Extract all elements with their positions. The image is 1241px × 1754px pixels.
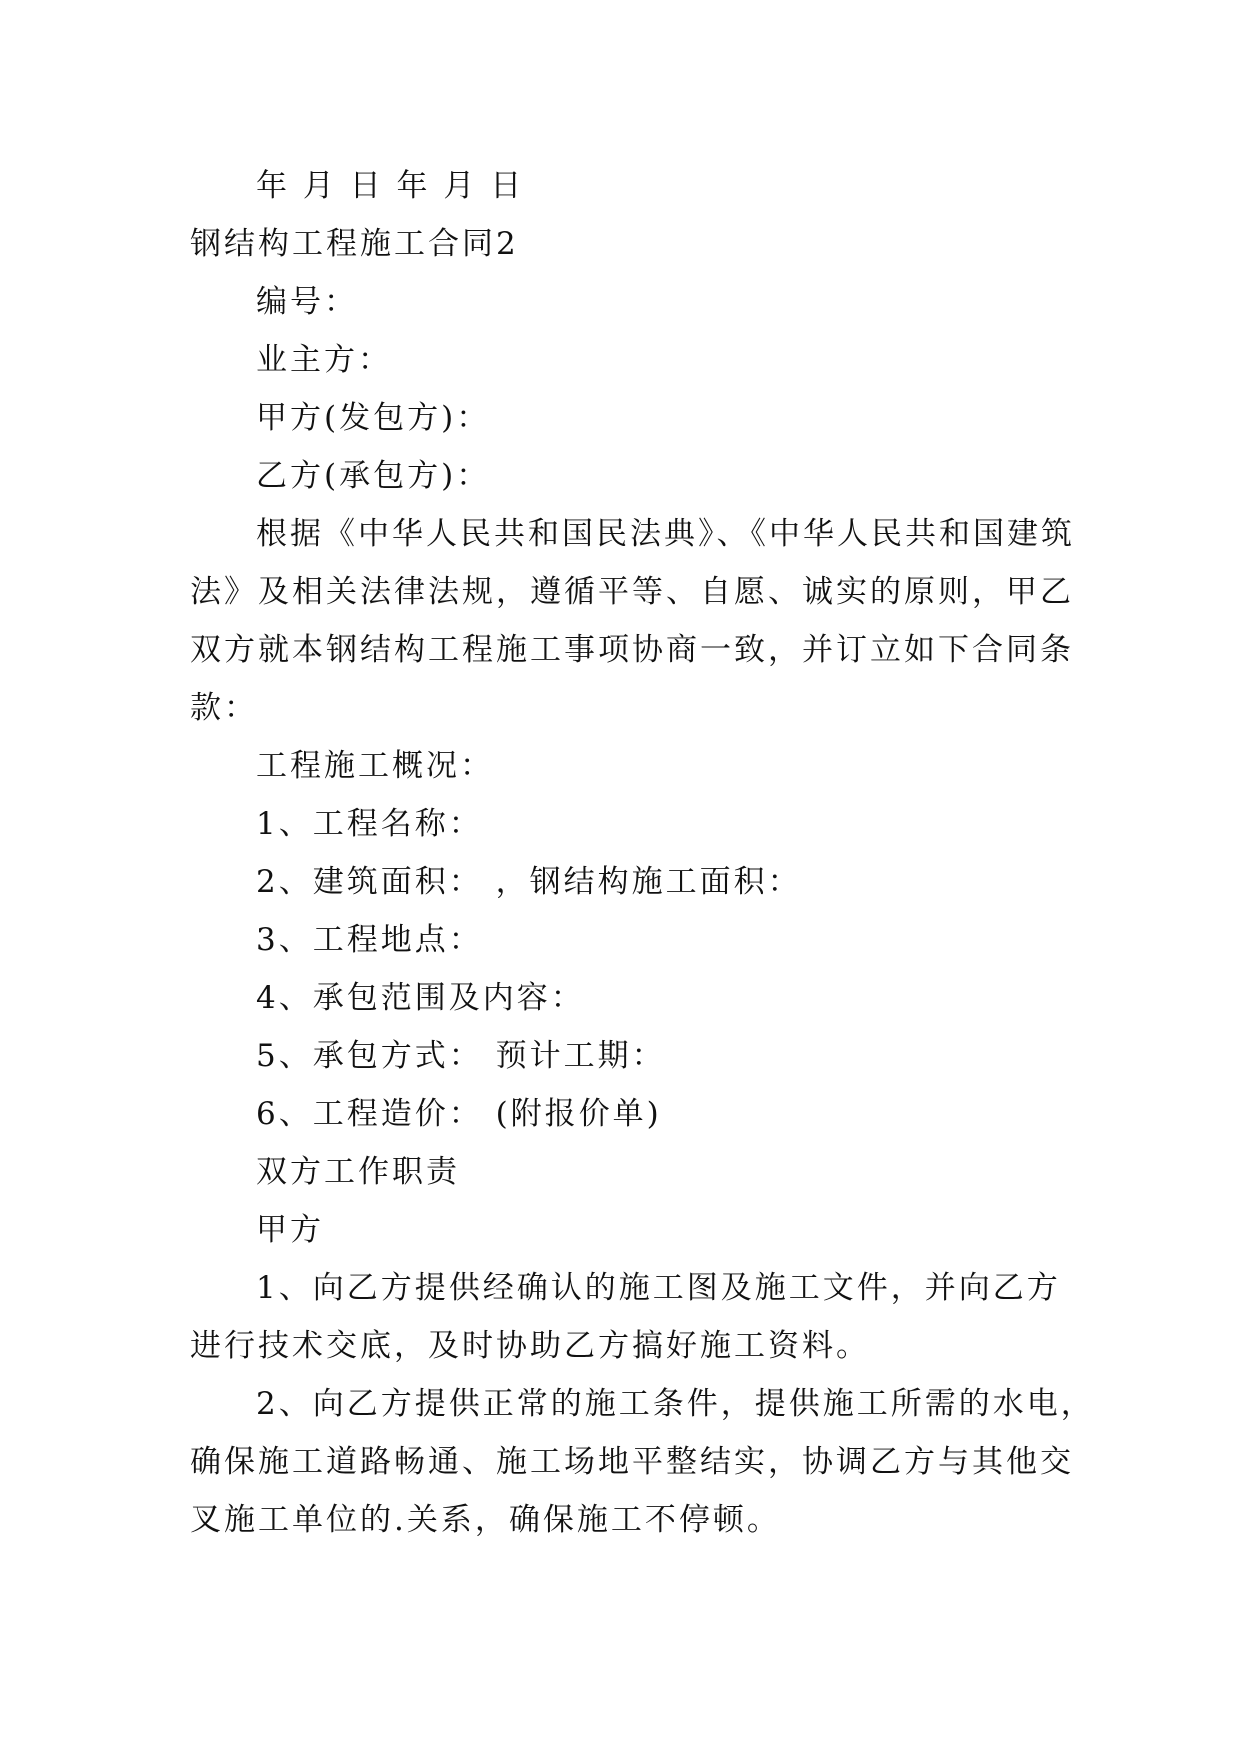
- field-party-b: 乙方(承包方)：: [256, 458, 491, 494]
- overview-item: 5、承包方式： 预计工期：: [256, 1038, 666, 1074]
- party-a-item-line: 进行技术交底，及时协助乙方搞好施工资料。: [190, 1328, 870, 1364]
- overview-item: 1、工程名称：: [256, 806, 483, 842]
- party-a-heading: 甲方: [256, 1212, 324, 1248]
- field-party-a: 甲方(发包方)：: [256, 400, 491, 436]
- overview-heading: 工程施工概况：: [256, 748, 494, 784]
- preamble-line: 双方就本钢结构工程施工事项协商一致，并订立如下合同条: [190, 632, 1074, 668]
- overview-item: 6、工程造价： (附报价单): [256, 1096, 662, 1132]
- preamble-line: 法》及相关法律法规，遵循平等、自愿、诚实的原则，甲乙: [190, 574, 1074, 610]
- date-line: 年 月 日 年 月 日: [256, 168, 525, 204]
- document-title: 钢结构工程施工合同2: [190, 226, 519, 262]
- field-owner: 业主方：: [256, 342, 392, 378]
- overview-item: 3、工程地点：: [256, 922, 483, 958]
- duties-heading: 双方工作职责: [256, 1154, 460, 1190]
- preamble-line: 款：: [190, 690, 258, 726]
- party-a-item-line: 2、向乙方提供正常的施工条件，提供施工所需的水电，: [256, 1386, 1095, 1422]
- party-a-item-line: 叉施工单位的.关系，确保施工不停顿。: [190, 1502, 781, 1538]
- overview-item: 2、建筑面积： ，钢结构施工面积：: [256, 864, 802, 900]
- party-a-item-line: 1、向乙方提供经确认的施工图及施工文件，并向乙方: [256, 1270, 1061, 1306]
- party-a-item-line: 确保施工道路畅通、施工场地平整结实，协调乙方与其他交: [190, 1444, 1074, 1480]
- overview-item: 4、承包范围及内容：: [256, 980, 585, 1016]
- field-number: 编号：: [256, 284, 358, 320]
- preamble-line: 根据《中华人民共和国民法典》、《中华人民共和国建筑: [256, 516, 1075, 552]
